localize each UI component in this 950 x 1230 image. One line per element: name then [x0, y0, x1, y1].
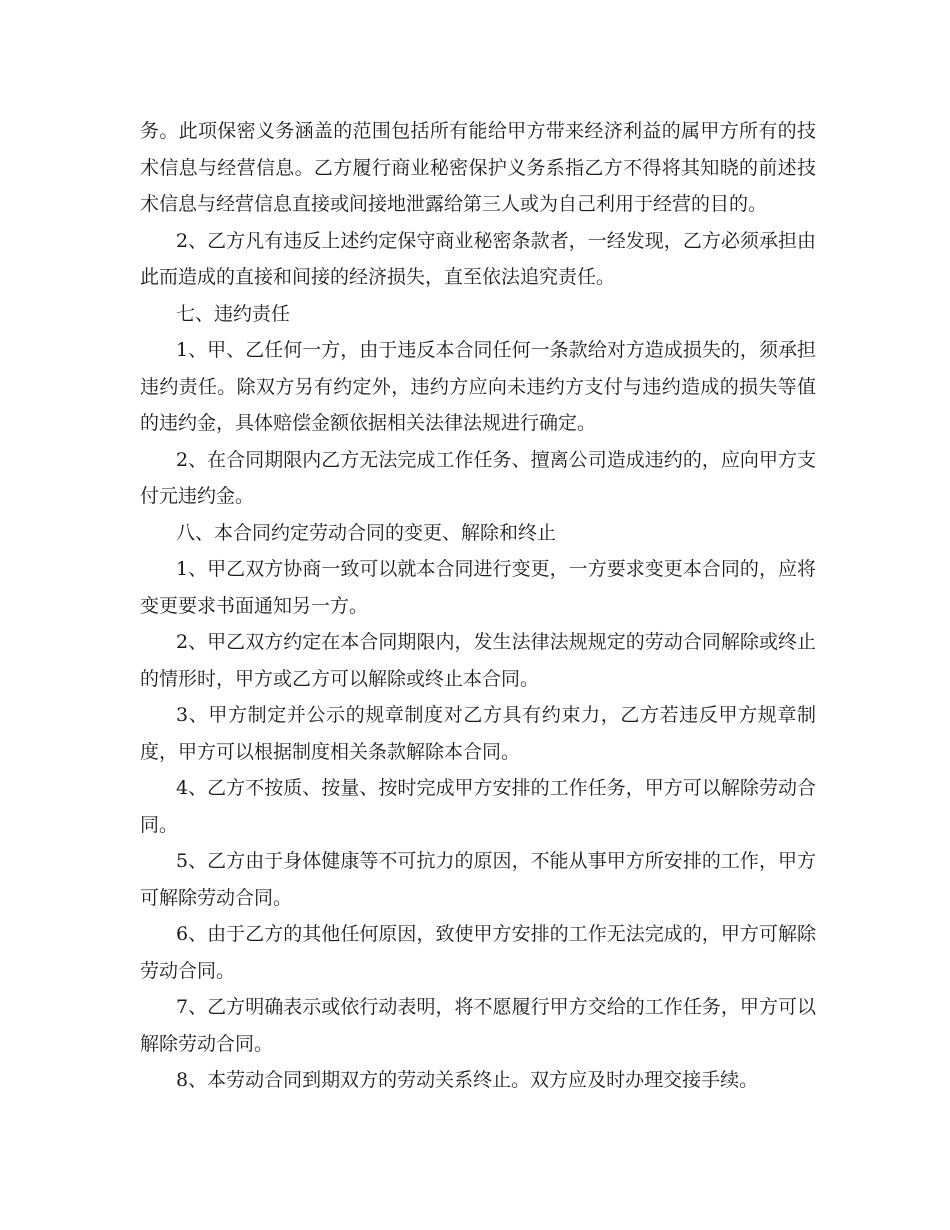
paragraph-liability-1: 1、甲、乙任何一方，由于违反本合同任何一条款给对方造成损失的，须承担违约责任。除双方另有约定外，违约方应向未违约方支付与违约造成的损失等值的违约金，具体赔偿金额依据相关法律法规进行确定。: [140, 339, 816, 434]
paragraph-termination-2: 2、甲乙双方约定在本合同期限内，发生法律法规规定的劳动合同解除或终止的情形时，甲方或乙方可以解除或终止本合同。: [140, 631, 816, 690]
paragraph-termination-4: 4、乙方不按质、按量、按时完成甲方安排的工作任务，甲方可以解除劳动合同。: [140, 777, 816, 836]
paragraph-termination-6: 6、由于乙方的其他任何原因，致使甲方安排的工作无法完成的，甲方可解除劳动合同。: [140, 923, 816, 982]
paragraph-confidentiality-breach: 2、乙方凡有违反上述约定保守商业秘密条款者，一经发现，乙方必须承担由此而造成的直接和间接的经济损失，直至依法追究责任。: [140, 229, 816, 288]
section-heading-liability: 七、违约责任: [176, 302, 291, 325]
paragraph-termination-1: 1、甲乙双方协商一致可以就本合同进行变更，一方要求变更本合同的，应将变更要求书面通知另一方。: [140, 558, 816, 617]
paragraph-liability-2: 2、在合同期限内乙方无法完成工作任务、擅离公司造成违约的，应向甲方支付元违约金。: [140, 448, 816, 507]
section-heading-termination: 八、本合同约定劳动合同的变更、解除和终止: [176, 521, 557, 544]
paragraph-continuation: 务。此项保密义务涵盖的范围包括所有能给甲方带来经济利益的属甲方所有的技术信息与经营信息。乙方履行商业秘密保护义务系指乙方不得将其知晓的前述技术信息与经营信息直接或间接地泄露给第三人或为自己利用于经营的目的。: [140, 120, 816, 215]
paragraph-termination-3: 3、甲方制定并公示的规章制度对乙方具有约束力，乙方若违反甲方规章制度，甲方可以根据制度相关条款解除本合同。: [140, 704, 816, 763]
paragraph-termination-7: 7、乙方明确表示或依行动表明，将不愿履行甲方交给的工作任务，甲方可以解除劳动合同。: [140, 996, 816, 1055]
document-body: [140, 113, 816, 1099]
paragraph-termination-8: 8、本劳动合同到期双方的劳动关系终止。双方应及时办理交接手续。: [176, 1069, 759, 1091]
paragraph-termination-5: 5、乙方由于身体健康等不可抗力的原因，不能从事甲方所安排的工作，甲方可解除劳动合同。: [140, 850, 816, 909]
